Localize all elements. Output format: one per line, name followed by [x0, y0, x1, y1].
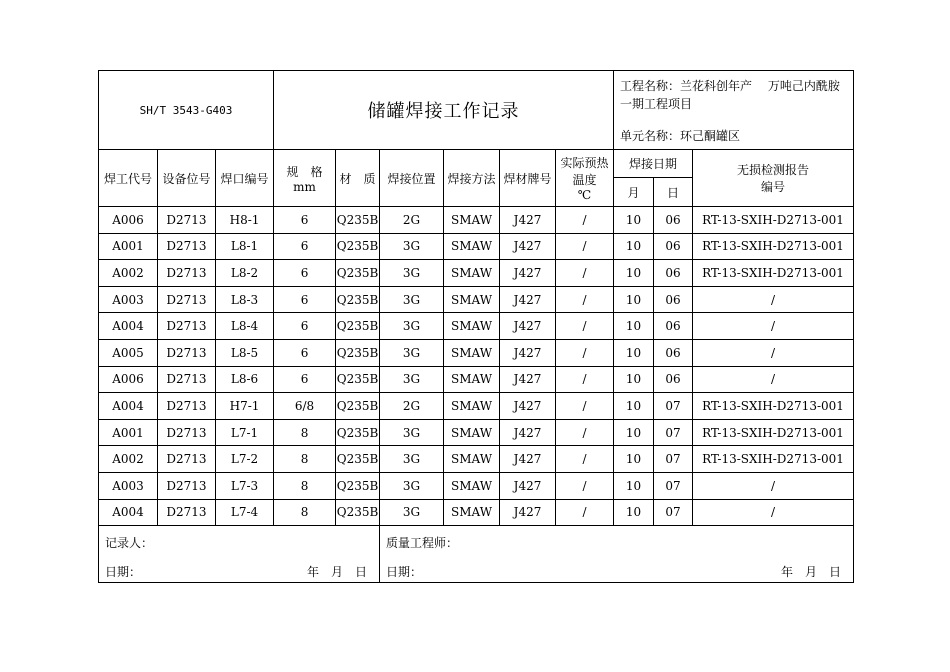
cell-month: 10: [614, 446, 654, 473]
cell-spec: 6: [274, 260, 336, 287]
cell-position: 3G: [380, 419, 444, 446]
table-row: [99, 366, 854, 393]
cell-month: 10: [614, 339, 654, 366]
cell-ndt: /: [693, 339, 854, 366]
cell-material: Q235B: [336, 393, 380, 420]
engineer-date-label: 日期：: [386, 565, 423, 580]
cell-month: 10: [614, 419, 654, 446]
cell-material: Q235B: [336, 313, 380, 340]
table-row: [99, 286, 854, 313]
cell-ndt: RT-13-SXIH-D2713-001: [693, 393, 854, 420]
cell-joint: L8-3: [216, 286, 274, 313]
cell-method: SMAW: [444, 233, 500, 260]
cell-month: 10: [614, 366, 654, 393]
cell-joint: L8-1: [216, 233, 274, 260]
cell-welder: A004: [99, 393, 158, 420]
welding-record-table: [98, 70, 854, 583]
recorder-label: 记录人：: [105, 536, 154, 551]
page-title: 储罐焊接工作记录: [274, 71, 614, 150]
cell-preheat: /: [556, 207, 614, 234]
cell-material: Q235B: [336, 207, 380, 234]
cell-day: 07: [654, 446, 693, 473]
recorder-date-label: 日期：: [105, 565, 142, 580]
cell-day: 06: [654, 233, 693, 260]
cell-preheat: /: [556, 366, 614, 393]
cell-day: 06: [654, 313, 693, 340]
cell-position: 3G: [380, 233, 444, 260]
col-consumable: 焊材牌号: [500, 150, 556, 207]
cell-method: SMAW: [444, 499, 500, 526]
cell-preheat: /: [556, 260, 614, 287]
cell-material: Q235B: [336, 366, 380, 393]
cell-welder: A006: [99, 366, 158, 393]
cell-spec: 6: [274, 233, 336, 260]
cell-month: 10: [614, 207, 654, 234]
cell-method: SMAW: [444, 393, 500, 420]
cell-preheat: /: [556, 393, 614, 420]
cell-method: SMAW: [444, 419, 500, 446]
cell-ndt: /: [693, 472, 854, 499]
project-info: [614, 71, 854, 150]
cell-equipment: D2713: [158, 260, 216, 287]
cell-method: SMAW: [444, 339, 500, 366]
cell-position: 3G: [380, 366, 444, 393]
table-row: [99, 393, 854, 420]
cell-spec: 6: [274, 286, 336, 313]
cell-joint: L7-3: [216, 472, 274, 499]
col-position: 焊接位置: [380, 150, 444, 207]
header-row: [99, 71, 854, 150]
col-preheat: [556, 150, 614, 207]
col-preheat-unit: ℃: [577, 188, 592, 202]
unit-name: 环己酮罐区: [680, 129, 741, 143]
cell-welder: A004: [99, 313, 158, 340]
cell-consumable: J427: [500, 499, 556, 526]
cell-ndt: RT-13-SXIH-D2713-001: [693, 446, 854, 473]
cell-position: 2G: [380, 207, 444, 234]
cell-equipment: D2713: [158, 446, 216, 473]
table-row: [99, 472, 854, 499]
cell-ndt: /: [693, 499, 854, 526]
cell-equipment: D2713: [158, 472, 216, 499]
cell-consumable: J427: [500, 286, 556, 313]
cell-position: 2G: [380, 393, 444, 420]
cell-joint: L7-4: [216, 499, 274, 526]
cell-equipment: D2713: [158, 207, 216, 234]
engineer-label: 质量工程师：: [386, 536, 459, 551]
cell-position: 3G: [380, 446, 444, 473]
table-row: [99, 313, 854, 340]
unit-name-line: [620, 127, 740, 144]
cell-day: 06: [654, 207, 693, 234]
cell-welder: A002: [99, 260, 158, 287]
project-label: 工程名称：: [620, 79, 681, 93]
table-row: [99, 207, 854, 234]
cell-month: 10: [614, 260, 654, 287]
cell-ndt: /: [693, 313, 854, 340]
cell-ndt: RT-13-SXIH-D2713-001: [693, 233, 854, 260]
cell-welder: A005: [99, 339, 158, 366]
table-row: [99, 339, 854, 366]
col-material: 材 质: [336, 150, 380, 207]
cell-method: SMAW: [444, 286, 500, 313]
table-row: [99, 499, 854, 526]
column-header-row: [99, 150, 854, 178]
table-row: [99, 233, 854, 260]
cell-month: 10: [614, 472, 654, 499]
cell-month: 10: [614, 393, 654, 420]
unit-label: 单元名称：: [620, 129, 681, 143]
recorder-cell: [99, 526, 380, 583]
cell-ndt: RT-13-SXIH-D2713-001: [693, 207, 854, 234]
col-spec: [274, 150, 336, 207]
cell-equipment: D2713: [158, 339, 216, 366]
cell-preheat: /: [556, 286, 614, 313]
col-welder: 焊工代号: [99, 150, 158, 207]
cell-material: Q235B: [336, 260, 380, 287]
cell-position: 3G: [380, 260, 444, 287]
cell-day: 07: [654, 499, 693, 526]
col-spec-label: 规 格: [286, 164, 323, 179]
cell-joint: L8-6: [216, 366, 274, 393]
cell-ndt: /: [693, 286, 854, 313]
cell-material: Q235B: [336, 472, 380, 499]
project-name-line: [620, 77, 849, 113]
welding-record-sheet: [98, 70, 853, 583]
col-equipment: 设备位号: [158, 150, 216, 207]
cell-ndt: RT-13-SXIH-D2713-001: [693, 419, 854, 446]
cell-spec: 6/8: [274, 393, 336, 420]
cell-position: 3G: [380, 286, 444, 313]
cell-preheat: /: [556, 313, 614, 340]
cell-month: 10: [614, 286, 654, 313]
cell-joint: H8-1: [216, 207, 274, 234]
cell-joint: L7-1: [216, 419, 274, 446]
cell-joint: L8-5: [216, 339, 274, 366]
cell-preheat: /: [556, 233, 614, 260]
cell-method: SMAW: [444, 313, 500, 340]
cell-day: 07: [654, 419, 693, 446]
cell-material: Q235B: [336, 233, 380, 260]
cell-spec: 6: [274, 366, 336, 393]
cell-month: 10: [614, 499, 654, 526]
cell-day: 07: [654, 393, 693, 420]
cell-method: SMAW: [444, 472, 500, 499]
cell-joint: L7-2: [216, 446, 274, 473]
cell-consumable: J427: [500, 207, 556, 234]
cell-material: Q235B: [336, 446, 380, 473]
cell-material: Q235B: [336, 419, 380, 446]
cell-position: 3G: [380, 472, 444, 499]
cell-consumable: J427: [500, 472, 556, 499]
cell-method: SMAW: [444, 446, 500, 473]
table-row: [99, 260, 854, 287]
cell-consumable: J427: [500, 233, 556, 260]
cell-spec: 8: [274, 499, 336, 526]
cell-preheat: /: [556, 499, 614, 526]
cell-consumable: J427: [500, 419, 556, 446]
col-joint: 焊口编号: [216, 150, 274, 207]
cell-consumable: J427: [500, 260, 556, 287]
cell-equipment: D2713: [158, 393, 216, 420]
cell-welder: A004: [99, 499, 158, 526]
col-ndt-label: 无损检测报告编号: [737, 163, 810, 194]
cell-spec: 6: [274, 339, 336, 366]
table-row: [99, 419, 854, 446]
cell-day: 07: [654, 472, 693, 499]
cell-method: SMAW: [444, 207, 500, 234]
cell-month: 10: [614, 313, 654, 340]
cell-equipment: D2713: [158, 286, 216, 313]
cell-consumable: J427: [500, 446, 556, 473]
cell-consumable: J427: [500, 313, 556, 340]
cell-consumable: J427: [500, 339, 556, 366]
cell-welder: A001: [99, 233, 158, 260]
cell-position: 3G: [380, 499, 444, 526]
cell-material: Q235B: [336, 286, 380, 313]
cell-equipment: D2713: [158, 313, 216, 340]
col-ndt: [693, 150, 854, 207]
cell-spec: 8: [274, 446, 336, 473]
cell-consumable: J427: [500, 366, 556, 393]
cell-spec: 8: [274, 419, 336, 446]
cell-welder: A006: [99, 207, 158, 234]
cell-welder: A003: [99, 472, 158, 499]
recorder-ymd: 年 月 日: [307, 565, 368, 580]
cell-position: 3G: [380, 313, 444, 340]
cell-equipment: D2713: [158, 419, 216, 446]
cell-month: 10: [614, 233, 654, 260]
table-row: [99, 446, 854, 473]
cell-welder: A003: [99, 286, 158, 313]
cell-ndt: RT-13-SXIH-D2713-001: [693, 260, 854, 287]
cell-ndt: /: [693, 366, 854, 393]
col-preheat-label: 实际预热温度: [560, 156, 609, 187]
cell-preheat: /: [556, 419, 614, 446]
cell-position: 3G: [380, 339, 444, 366]
record-rows: [99, 207, 854, 526]
cell-preheat: /: [556, 446, 614, 473]
cell-consumable: J427: [500, 393, 556, 420]
cell-method: SMAW: [444, 260, 500, 287]
cell-material: Q235B: [336, 339, 380, 366]
col-day: 日: [654, 178, 693, 207]
cell-day: 06: [654, 339, 693, 366]
form-code: SH/T 3543-G403: [99, 71, 274, 150]
cell-day: 06: [654, 366, 693, 393]
cell-equipment: D2713: [158, 499, 216, 526]
cell-equipment: D2713: [158, 366, 216, 393]
col-date: 焊接日期: [614, 150, 693, 178]
cell-method: SMAW: [444, 366, 500, 393]
cell-welder: A001: [99, 419, 158, 446]
engineer-ymd: 年 月 日: [781, 565, 842, 580]
cell-welder: A002: [99, 446, 158, 473]
cell-day: 06: [654, 260, 693, 287]
cell-preheat: /: [556, 339, 614, 366]
col-spec-unit: mm: [293, 179, 316, 194]
engineer-cell: [380, 526, 854, 583]
cell-joint: H7-1: [216, 393, 274, 420]
cell-joint: L8-4: [216, 313, 274, 340]
col-method: 焊接方法: [444, 150, 500, 207]
cell-material: Q235B: [336, 499, 380, 526]
cell-joint: L8-2: [216, 260, 274, 287]
col-month: 月: [614, 178, 654, 207]
cell-preheat: /: [556, 472, 614, 499]
cell-spec: 8: [274, 472, 336, 499]
cell-day: 06: [654, 286, 693, 313]
cell-spec: 6: [274, 207, 336, 234]
cell-spec: 6: [274, 313, 336, 340]
project-name: 兰花科创年产 万吨己内酰胺一期工程项目: [620, 79, 840, 111]
footer-row: [99, 526, 854, 583]
cell-equipment: D2713: [158, 233, 216, 260]
